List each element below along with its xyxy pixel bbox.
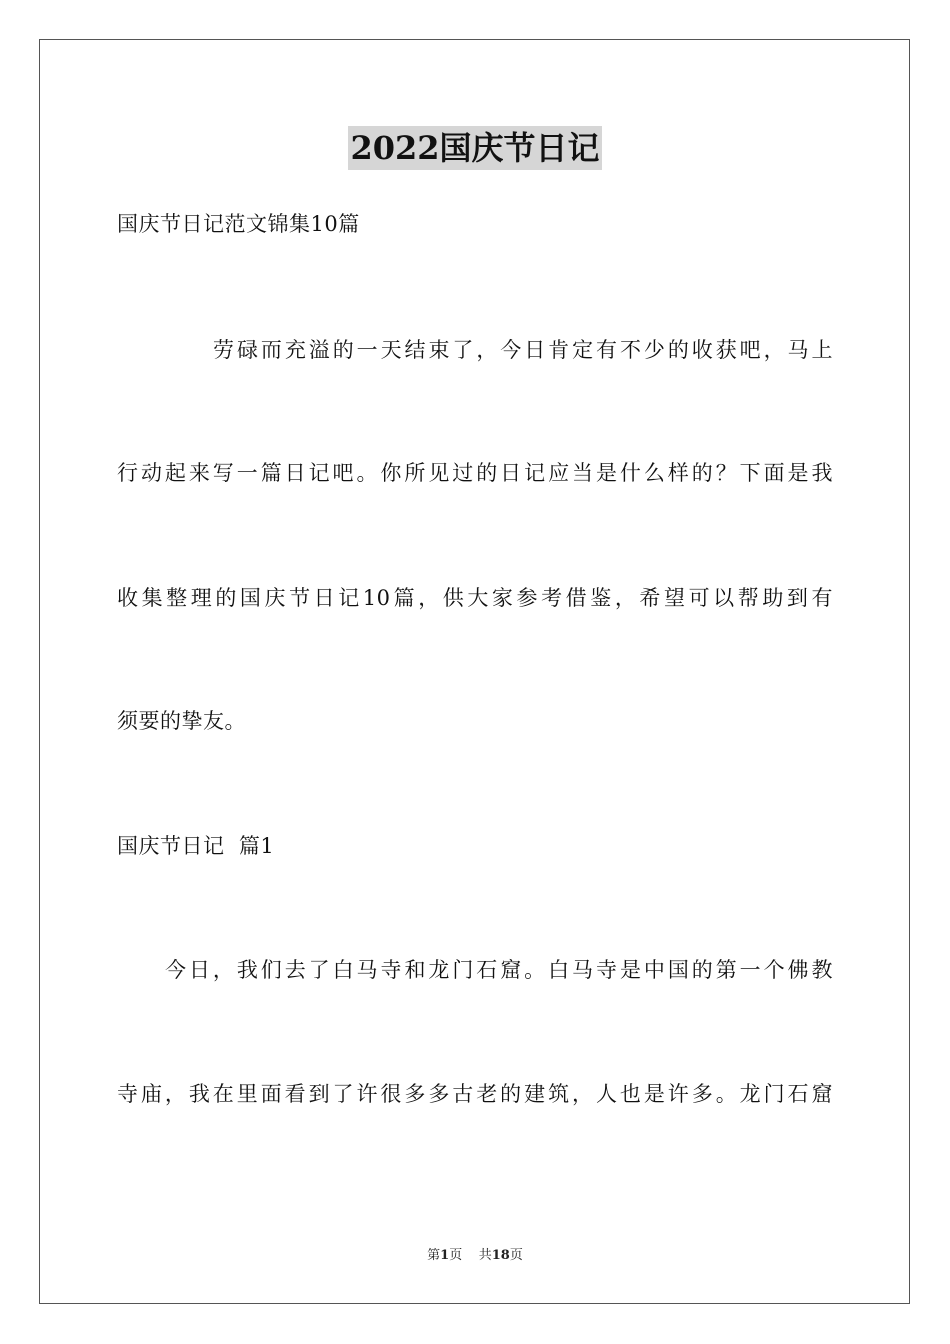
footer-page-number: 1: [440, 1248, 450, 1263]
footer-total-prefix: 共: [478, 1248, 492, 1263]
footer-total-suffix: 页: [509, 1248, 523, 1263]
intro-line-2: 行动起来写一篇日记吧。你所见过的日记应当是什么样的？下面是我: [117, 461, 833, 485]
body-line-1: 今日，我们去了白马寺和龙门石窟。白马寺是中国的第一个佛教: [165, 958, 833, 982]
intro-line-4: 须要的挚友。: [117, 709, 246, 733]
footer-total-pages: 18: [491, 1248, 510, 1263]
document-subtitle: 国庆节日记范文锦集10篇: [117, 212, 360, 236]
document-title: 2022国庆节日记: [348, 126, 601, 170]
page-footer: [0, 1246, 950, 1266]
footer-page-suffix: 页: [449, 1248, 463, 1263]
intro-line-3: 收集整理的国庆节日记10篇，供大家参考借鉴，希望可以帮助到有: [117, 586, 833, 610]
footer-page-prefix: 第: [427, 1248, 441, 1263]
title-wrap: [0, 126, 950, 170]
body-line-2: 寺庙，我在里面看到了许很多多古老的建筑，人也是许多。龙门石窟: [117, 1082, 833, 1106]
section-heading: 国庆节日记 篇1: [117, 834, 275, 858]
intro-line-1: 劳碌而充溢的一天结束了，今日肯定有不少的收获吧，马上: [213, 338, 833, 362]
